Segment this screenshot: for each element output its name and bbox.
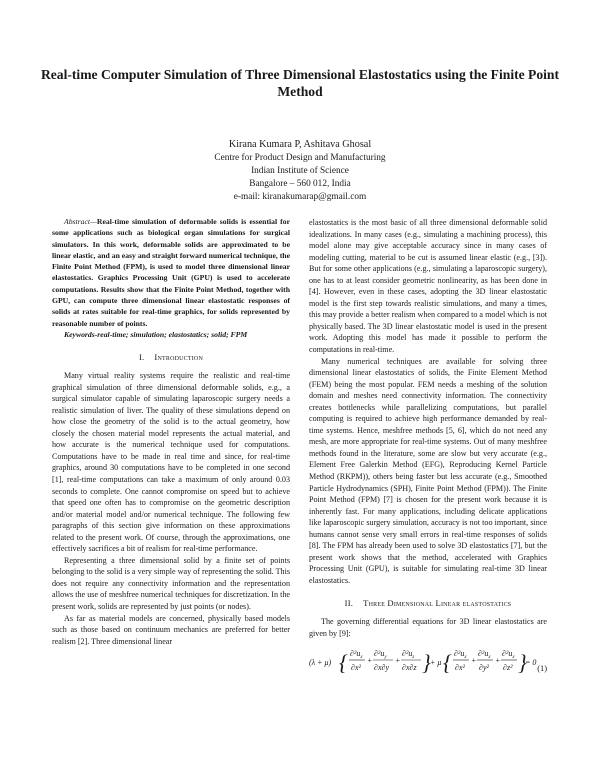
keywords: Keywords-real-time; simulation; elastostatics; solid; FPM <box>64 329 248 339</box>
equation-frac-num: $\partial^2u_z$ <box>402 649 415 661</box>
paper-title: Real-time Computer Simulation of Three Dimensional Elastostatics using the Finite Point Method <box>40 67 560 99</box>
abstract-text: Real-time simulation of deformable solids is essential for some applications such as biological organ simulations for surgical simulators. In this work, deformable solids are approximated to be linear elastic, and an easy and straight forward numerical technique, the Finite Point Method (FPM), is used to model three dimensional linear elastostatics. Graphics Processing Unit (GPU) is used to accelerate computations. Results show that the Finite Point Method, together with GPU, can compute three dimensional linear elastostatic responses of solids at rates suitable for real-time graphics, for solids represented by reasonable number of points. <box>52 217 290 328</box>
paragraph: As far as material models are concerned, physically based models such as those based on continuum mechanics are preferred for better realism [2]. Three dimensional linear <box>52 613 290 646</box>
left-column <box>52 216 290 647</box>
equation-frac-den: ∂y² <box>479 663 489 673</box>
equation-frac-den: ∂z² <box>503 663 513 673</box>
section-title: Three Dimensional Linear elastostatics <box>363 597 512 608</box>
equation-coef-mu: + μ <box>430 658 442 668</box>
right-column <box>309 217 547 679</box>
equation-frac-num: $\partial^2u_x$ <box>454 649 467 661</box>
abstract-lead: Abstract— <box>64 217 97 226</box>
equation-coef-lambda-mu: (λ + μ) <box>309 658 332 668</box>
section-number: I. <box>138 351 145 362</box>
equation-plus: + <box>367 656 373 666</box>
affiliation-line: Indian Institute of Science <box>251 166 349 176</box>
equation-number: (1) <box>537 664 547 674</box>
equation-rhs: = 0 <box>525 658 537 668</box>
section-title: Introduction <box>154 351 203 362</box>
affiliation-line: Centre for Product Design and Manufacturing <box>214 153 386 163</box>
equation-graphic <box>309 645 541 679</box>
paragraph: The governing differential equations for 3D linear elastostatics are given by [9]: <box>309 617 547 638</box>
equation-frac-den: ∂x² <box>351 663 361 673</box>
equation-frac-den: ∂x² <box>455 663 465 673</box>
equation-plus: + <box>471 656 477 666</box>
equation-brace-close: } <box>422 650 431 676</box>
equation-brace-open: { <box>339 650 348 676</box>
equation-frac-den: ∂x∂y <box>374 663 390 673</box>
paragraph: Representing a three dimensional solid by a finite set of points belonging to the solid is a very simple way of representing the solid. This does not require any connectivity information and the representation allows the use of meshfree numerical techniques for discretization. In the present work, solids are represented by just points (or nodes). <box>52 555 290 611</box>
section-heading <box>309 598 547 610</box>
section-heading <box>52 352 290 364</box>
affiliation-line: Bangalore – 560 012, India <box>249 179 351 189</box>
paragraph: Many numerical techniques are available for solving three dimensional linear elastostatics of solids, the Finite Element Method (FEM) being the most popular. FEM needs a meshing of the solution domain and meshes need connectivity information. The connectivity creates bottlenecks while parallelizing computations, but parallel computing is required to achieve high performance demanded by real-time systems. Hence, meshfree methods [5, 6], which do not need any mesh, are more appropriate for real-time systems. Out of many meshfree methods found in the literature, some are slow but very accurate (e.g., Element Free Galerkin Method (EFG), Reproducing Kernel Particle Method (RKPM)), others being faster but less accurate (e.g., Smoothed Particle Hydrodynamics (SPH), Finite Point Method (FPM)). The Finite Point Method (FPM) [7] is chosen for the present work because it is inherently fast. For many applications, including delicate applications like laparoscopic surgery simulation, accuracy is not too important, since humans cannot sense very small errors in real-time responses of solids [8]. The FPM has already been used to solve 3D elastostatics [7], but the present work shows that the method, accelerated with Graphics Processing Unit (GPU), is suitable for simulating real-time 3D linear elastostatics. <box>309 356 547 585</box>
equation-frac-num: $\partial^2u_x$ <box>478 649 491 661</box>
equation-frac-num: $\partial^2u_x$ <box>350 649 363 661</box>
section-number: II. <box>344 597 354 608</box>
equation-brace-close: } <box>518 650 527 676</box>
equation-frac-den: ∂x∂z <box>402 663 417 673</box>
equation-frac-num: $\partial^2u_x$ <box>502 649 515 661</box>
paragraph: elastostatics is the most basic of all three dimensional deformable solid idealizations. In many cases (e.g., simulating a machining process), this model alone may give acceptable accuracy since in many cases of modeling cutting, material to be cut is assumed linear elastic (e.g., [3]). But for some other applications (e.g., simulating a laparoscopic surgery), one has to at least consider geometric nonlinearity, as has been done in [4]. However, even in these cases, adopting the 3D linear elastostatic model is the first step towards realistic simulations, and many a times, this may provide a better realism when compared to a model which is not physically based. The 3D linear elastostatic model is used in the present work. Adopting this model has made it possible to perform the computations in real-time. <box>309 218 547 355</box>
equation-plus: + <box>495 656 501 666</box>
author-names: Kirana Kumara P, Ashitava Ghosal <box>228 139 372 150</box>
equation-1 <box>309 645 547 679</box>
equation-plus: + <box>395 656 401 666</box>
equation-brace-open: { <box>443 650 452 676</box>
paragraph: Many virtual reality systems require the realistic and real-time graphical simulation of three dimensional deformable solids, e.g., a surgical simulator capable of simulating laparoscopic surgery needs a realistic simulation of liver. The quality of these simulations depend on how close the geometry of the solid is to the actual geometry, how closely the chosen material model represents the actual material, and how accurate is the numerical technique used for computations. Computations have to be made in real time and since, for real-time graphics, around 30 computations have to be completed in one second [1], real-time computations can take a maximum of only around 0.03 seconds to complete. One cannot compromise on speed but to achieve that speed one often has to compromise on the geometric description and/or material model and/or numerical technique. The following few paragraphs of this section give information on these approximations related to the present work. Of course, through the approximations, one effectively sacrifices a bit of realism for real-time performance. <box>52 371 290 554</box>
abstract <box>52 216 290 329</box>
author-email: e-mail: kiranakumarap@gmail.com <box>233 192 367 202</box>
equation-frac-num: $\partial^2u_y$ <box>374 649 387 661</box>
author-block <box>40 138 560 204</box>
